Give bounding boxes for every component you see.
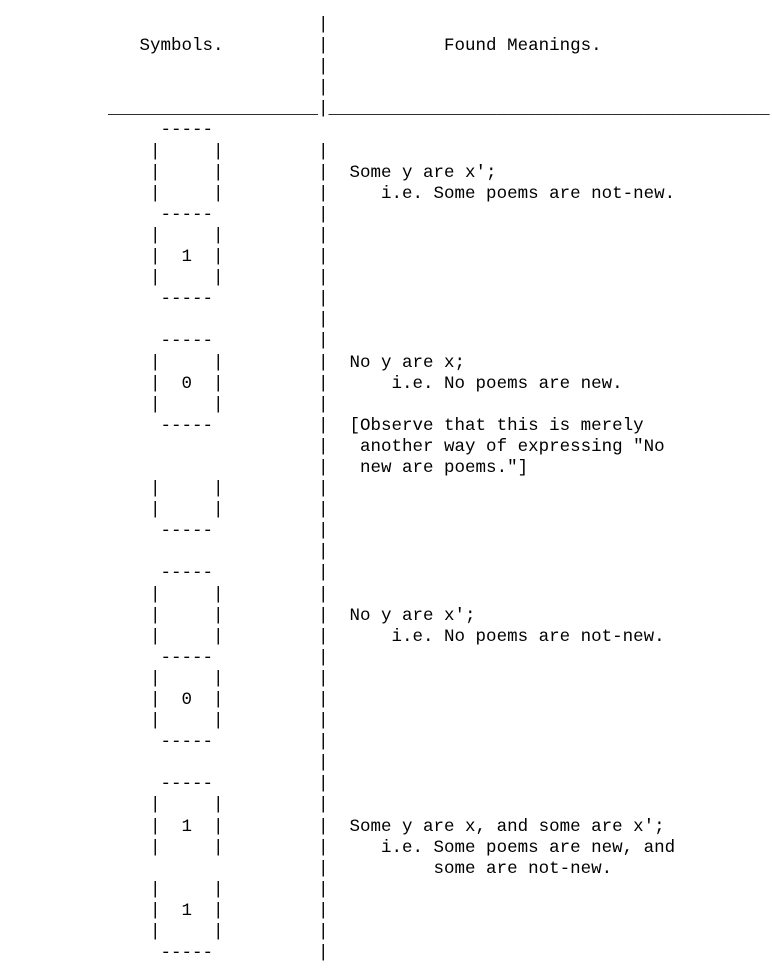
table-line: | | | No y are x'; <box>108 605 476 626</box>
table-line: ----- | <box>108 647 329 668</box>
table-line: ____________________|__________________________________________ <box>108 99 770 120</box>
table-line: | new are poems."] <box>108 457 529 478</box>
table-line: | 0 | | <box>108 690 329 710</box>
table-line: | <box>108 15 329 35</box>
table-line: | | | <box>108 668 329 689</box>
table-line: | | | <box>108 225 329 246</box>
table-line: | 1 | | <box>108 247 329 268</box>
table-line: | another way of expressing "No <box>108 436 665 457</box>
table-line: | | | <box>108 500 329 521</box>
table-line: | | | <box>108 922 329 943</box>
table-line: | | | <box>108 141 329 162</box>
table-line: | | | <box>108 795 329 816</box>
table-line: ----- | <box>108 943 329 964</box>
table-line: | | | i.e. Some poems are new, and <box>108 837 676 858</box>
table-line: | <box>108 78 329 99</box>
table-line: | | | <box>108 394 329 415</box>
table-line: ----- | <box>108 563 329 584</box>
table-line: | | | <box>108 879 329 900</box>
table-line: ----- | <box>108 732 329 753</box>
table-line: ----- <box>108 120 214 141</box>
table-line: | 1 | | <box>108 900 329 921</box>
table-line: | 0 | | i.e. No poems are new. <box>108 373 623 394</box>
table-line: ----- | <box>108 289 329 310</box>
table-line: ----- | <box>108 331 329 352</box>
table-line: | | | <box>108 268 329 289</box>
table-line: ----- | <box>108 521 329 542</box>
table-line: ----- | [Observe that this is merely <box>108 415 644 436</box>
table-line: ----- | <box>108 204 329 225</box>
table-line: | <box>108 753 329 774</box>
table-line: | | | Some y are x'; <box>108 162 497 183</box>
table-line: | | | i.e. No poems are not-new. <box>108 626 665 647</box>
symbols-meanings-table <box>108 15 770 964</box>
table-line: | | | <box>108 711 329 732</box>
table-line: | | | i.e. Some poems are not-new. <box>108 183 676 204</box>
table-line: | | | <box>108 479 329 500</box>
table-line: ----- | <box>108 774 329 795</box>
table-line: | <box>108 57 329 78</box>
table-line: | | | <box>108 584 329 605</box>
table-line: | <box>108 542 329 563</box>
table-line: | some are not-new. <box>108 858 613 879</box>
table-line: | <box>108 310 329 331</box>
table-line: | | | No y are x; <box>108 352 466 373</box>
table-line: Symbols. | Found Meanings. <box>108 36 602 57</box>
table-line: | 1 | | Some y are x, and some are x'; <box>108 816 665 837</box>
